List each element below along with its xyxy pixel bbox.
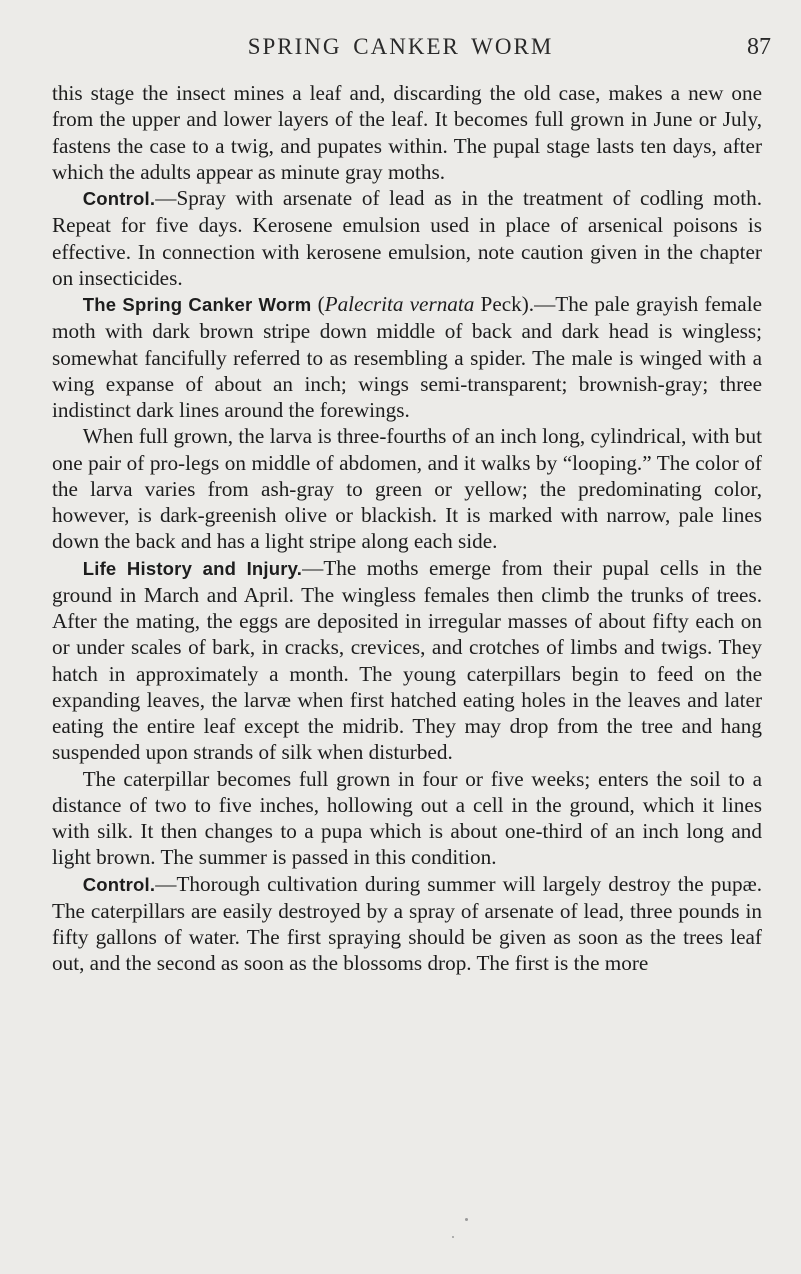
paper-speck <box>452 1236 454 1238</box>
paragraph-text: When full grown, the larva is three-fourths of an inch long, cylindrical, with but one pair of pro-legs on middle of abdomen, and it walks by “looping.” The color of the larva varies from ash-gray to green or yellow; the predominating color, however, is dark-greenish olive or blackish. It is marked with narrow, pale lines down the back and has a light stripe along each side. <box>52 424 762 554</box>
paragraph-text: —Spray with arsenate of lead as in the treatment of codling moth. Repeat for five days. Kerosene emulsion used in place of arsenical poisons is effective. In connection with kerosene emulsion, note caution given in the chapter on insecticides. <box>52 186 762 290</box>
run-in-heading: Control. <box>82 873 156 895</box>
run-in-heading: Life History and Injury. <box>82 557 303 579</box>
body-text <box>52 80 762 977</box>
paragraph <box>52 291 762 423</box>
paragraph-text: —Thorough cultivation during summer will largely destroy the pupæ. The caterpillars are easily destroyed by a spray of arsenate of lead, three pounds in fifty gallons of water. The first spraying should be given as soon as the trees leaf out, and the second as soon as the blossoms drop. The first is the more <box>52 871 762 976</box>
paragraph <box>52 185 762 291</box>
paragraph <box>52 80 762 185</box>
paragraph-text: this stage the insect mines a leaf and, discarding the old case, makes a new one from the upper and lower layers of the leaf. It becomes full grown in June or July, fastens the case to a twig, and pupates within. The pupal stage lasts ten days, after which the adults appear as minute gray moths. <box>52 81 762 184</box>
paragraph <box>52 423 762 554</box>
scientific-name: Palecrita vernata <box>324 292 475 316</box>
run-in-heading: The Spring Canker Worm <box>82 294 312 315</box>
running-head <box>0 24 801 64</box>
paragraph-text: —The moths emerge from their pupal cells in the ground in March and April. The wingless females then climb the trunks of trees. After the mating, the eggs are deposited in irregular masses of about fifty each on or under scales of bark, in cracks, crevices, and crotches of limbs and twigs. They hatch in approximately a month. The young caterpillars begin to feed on the expanding leaves, the larvæ when first hatched eating holes in the leaves and later eating the entire leaf except the midrib. They may drop from the tree and hang suspended upon strands of silk when disturbed. <box>52 555 763 765</box>
paragraph-text: Peck).—The pale grayish female moth with dark brown stripe down middle of back and dark head is wingless; somewhat fancifully referred to as resembling a spider. The male is winged with a wing expanse of about an inch; wings semi-transparent; brownish-gray; three indistinct dark lines around the forewings. <box>52 292 762 422</box>
paragraph <box>52 555 762 766</box>
page-number: 87 <box>747 34 771 60</box>
paragraph <box>52 871 762 977</box>
open-paren: ( <box>311 292 325 316</box>
running-title: SPRING CANKER WORM <box>247 34 554 59</box>
paper-speck <box>465 1218 468 1221</box>
paragraph-text: The caterpillar becomes full grown in four or five weeks; enters the soil to a distance of two to five inches, hollowing out a cell in the ground, which it lines with silk. It then changes to a pupa which is about one-third of an inch long and light brown. The summer is passed in this condition. <box>52 766 762 870</box>
paragraph <box>52 766 762 871</box>
run-in-heading: Control. <box>82 188 156 209</box>
